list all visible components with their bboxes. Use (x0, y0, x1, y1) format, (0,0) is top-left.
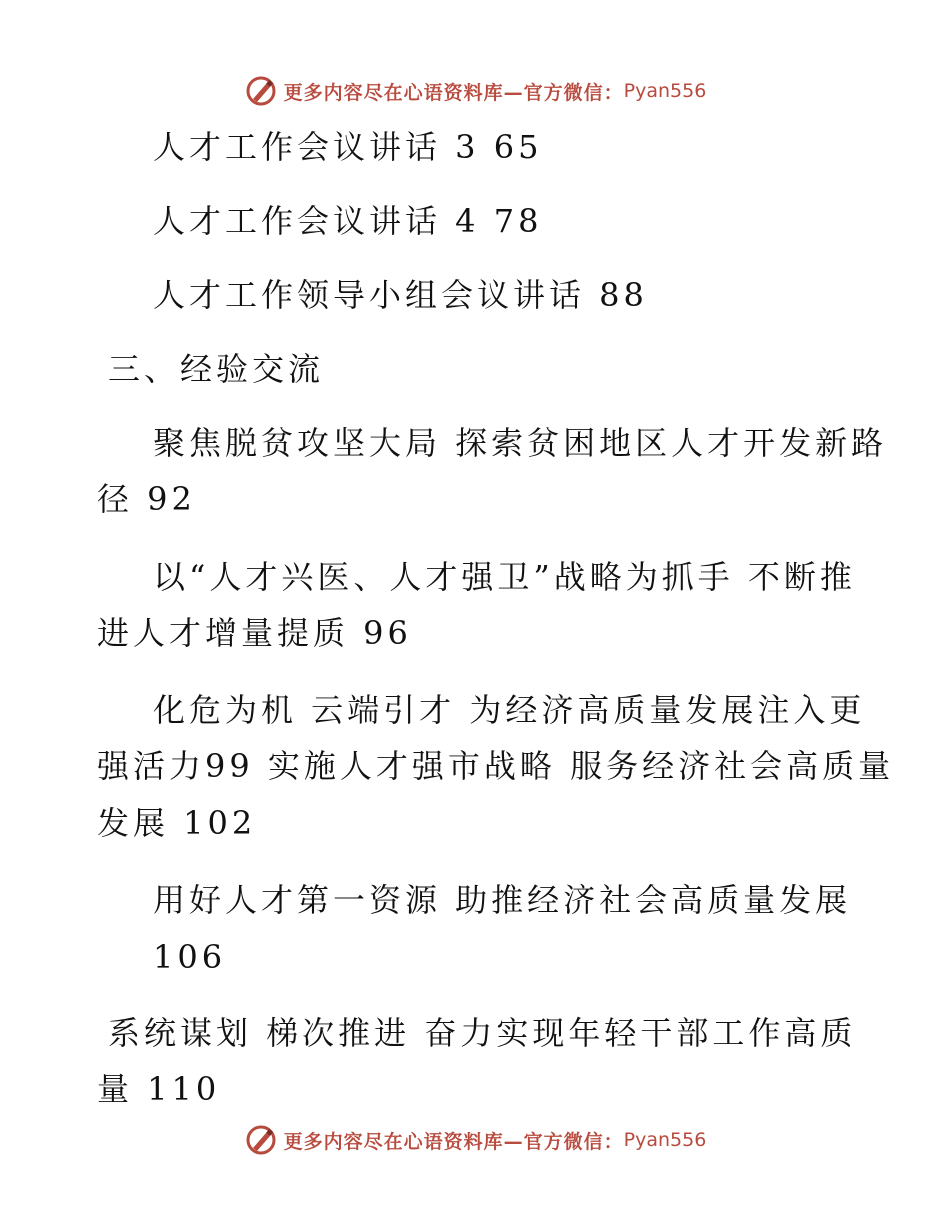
toc-entry-continued: 强活力99 实施人才强市战略 服务经济社会高质量 (97, 747, 895, 785)
toc-entry-continued: 106 (153, 938, 227, 976)
toc-entry-continued: 量 110 (97, 1070, 221, 1108)
toc-entry-continued: 进人才增量提质 96 (97, 614, 412, 652)
toc-entry: 人才工作会议讲话 4 78 (153, 202, 543, 240)
watermark-footer (0, 1120, 950, 1160)
toc-entry: 化危为机 云端引才 为经济高质量发展注入更 (153, 691, 866, 729)
watermark-id: Pyan556 (623, 1129, 707, 1151)
section-heading: 三、经验交流 (108, 350, 325, 388)
toc-entry: 以“人才兴医、人才强卫”战略为抓手 不断推 (153, 558, 856, 596)
toc-entry: 人才工作领导小组会议讲话 88 (153, 276, 648, 314)
pen-logo-icon (244, 1123, 278, 1157)
watermark-id: Pyan556 (623, 80, 707, 102)
toc-entry: 聚焦脱贫攻坚大局 探索贫困地区人才开发新路 (153, 424, 888, 462)
watermark-text: 更多内容尽在心语资料库—官方微信： (283, 1130, 624, 1153)
toc-entry: 系统谋划 梯次推进 奋力实现年轻干部工作高质 (108, 1014, 857, 1052)
watermark-text: 更多内容尽在心语资料库—官方微信： (283, 81, 624, 104)
toc-entry-continued: 发展 102 (97, 804, 257, 842)
toc-entry-continued: 径 92 (97, 480, 196, 518)
toc-entry: 人才工作会议讲话 3 65 (153, 128, 543, 166)
toc-entry: 用好人才第一资源 助推经济社会高质量发展 (153, 881, 852, 919)
